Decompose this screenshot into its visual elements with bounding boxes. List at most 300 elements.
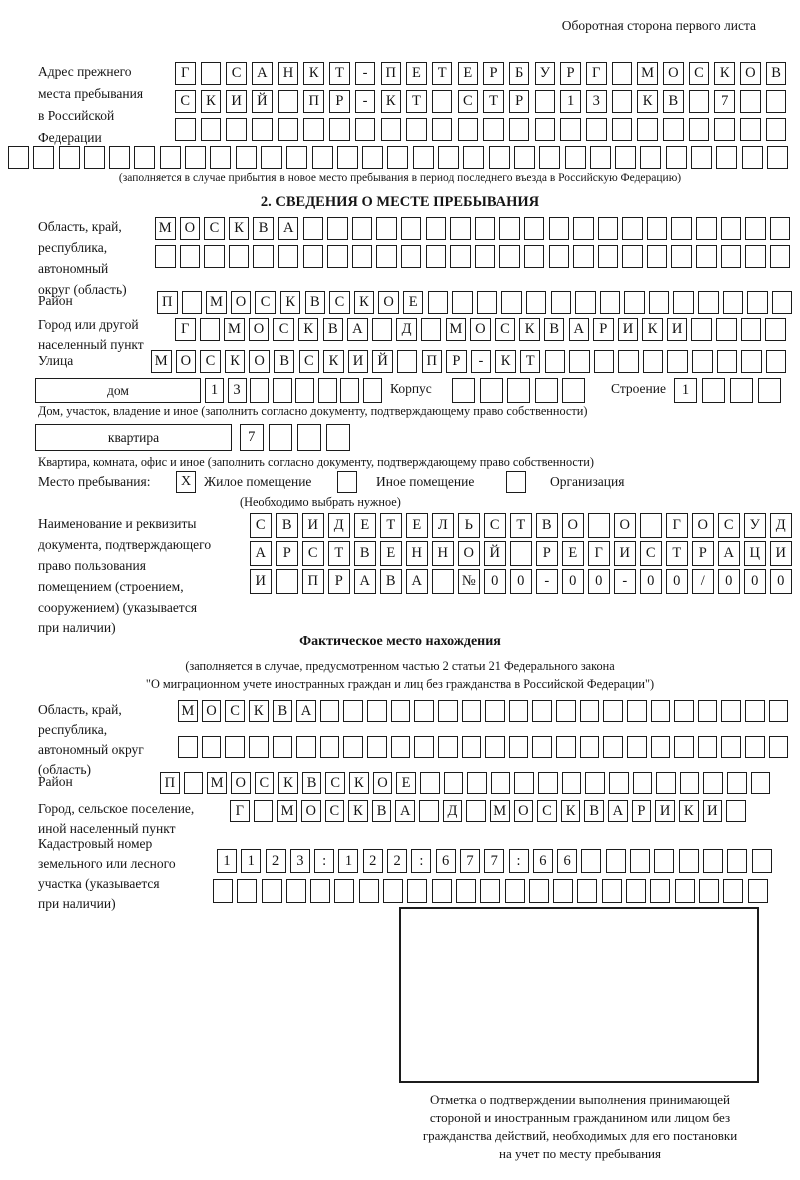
char-cell[interactable] xyxy=(698,700,718,722)
char-cell[interactable]: П xyxy=(381,62,402,85)
char-cell[interactable] xyxy=(680,772,700,794)
char-cell[interactable]: С xyxy=(225,700,245,722)
prev-address-row-2[interactable] xyxy=(175,90,792,113)
char-cell[interactable]: У xyxy=(535,62,556,85)
char-cell[interactable] xyxy=(269,424,293,451)
char-cell[interactable] xyxy=(667,350,688,373)
char-cell[interactable] xyxy=(210,146,231,169)
char-cell[interactable]: Т xyxy=(510,513,532,538)
char-cell[interactable] xyxy=(406,118,427,141)
char-cell[interactable] xyxy=(276,569,298,594)
char-cell[interactable]: К xyxy=(519,318,540,341)
char-cell[interactable] xyxy=(637,118,658,141)
char-cell[interactable]: Т xyxy=(406,90,427,113)
char-cell[interactable]: С xyxy=(484,513,506,538)
char-cell[interactable] xyxy=(278,118,299,141)
char-cell[interactable] xyxy=(560,118,581,141)
char-cell[interactable] xyxy=(491,772,511,794)
char-cell[interactable]: И xyxy=(614,541,636,566)
char-cell[interactable]: 0 xyxy=(666,569,688,594)
char-cell[interactable]: К xyxy=(201,90,222,113)
char-cell[interactable] xyxy=(303,245,324,268)
char-cell[interactable]: 7 xyxy=(714,90,735,113)
char-cell[interactable]: С xyxy=(689,62,710,85)
char-cell[interactable] xyxy=(229,245,250,268)
char-cell[interactable]: С xyxy=(226,62,247,85)
char-cell[interactable] xyxy=(727,772,747,794)
char-cell[interactable]: Е xyxy=(396,772,416,794)
char-cell[interactable]: Р xyxy=(276,541,298,566)
char-cell[interactable] xyxy=(538,772,558,794)
char-cell[interactable] xyxy=(562,378,585,403)
char-cell[interactable] xyxy=(514,772,534,794)
char-cell[interactable]: В xyxy=(305,291,326,314)
char-cell[interactable] xyxy=(726,800,746,822)
char-cell[interactable]: 0 xyxy=(510,569,532,594)
char-cell[interactable]: П xyxy=(160,772,180,794)
char-cell[interactable] xyxy=(254,800,274,822)
char-cell[interactable]: Т xyxy=(520,350,541,373)
char-cell[interactable] xyxy=(747,291,768,314)
char-cell[interactable] xyxy=(535,118,556,141)
char-cell[interactable] xyxy=(456,879,476,903)
char-cell[interactable]: 0 xyxy=(588,569,610,594)
char-cell[interactable]: И xyxy=(703,800,723,822)
char-cell[interactable] xyxy=(507,378,530,403)
char-cell[interactable] xyxy=(201,118,222,141)
char-cell[interactable]: Р xyxy=(483,62,504,85)
prev-address-row-3[interactable] xyxy=(175,118,792,141)
char-cell[interactable] xyxy=(770,245,791,268)
char-cell[interactable] xyxy=(59,146,80,169)
char-cell[interactable] xyxy=(343,700,363,722)
char-cell[interactable]: - xyxy=(355,62,376,85)
char-cell[interactable]: О xyxy=(249,350,270,373)
char-cell[interactable]: К xyxy=(714,62,735,85)
char-cell[interactable] xyxy=(565,146,586,169)
char-cell[interactable] xyxy=(691,318,712,341)
char-cell[interactable]: Р xyxy=(536,541,558,566)
char-cell[interactable]: С xyxy=(458,90,479,113)
char-cell[interactable]: В xyxy=(323,318,344,341)
char-cell[interactable] xyxy=(553,879,573,903)
char-cell[interactable] xyxy=(656,772,676,794)
char-cell[interactable] xyxy=(751,772,771,794)
char-cell[interactable]: О xyxy=(740,62,761,85)
char-cell[interactable] xyxy=(671,217,692,240)
char-cell[interactable]: Е xyxy=(380,541,402,566)
cadastral-row-2[interactable] xyxy=(213,879,772,903)
char-cell[interactable]: М xyxy=(207,772,227,794)
char-cell[interactable] xyxy=(184,772,204,794)
char-cell[interactable]: С xyxy=(255,772,275,794)
char-cell[interactable]: М xyxy=(151,350,172,373)
char-cell[interactable] xyxy=(549,217,570,240)
char-cell[interactable] xyxy=(8,146,29,169)
char-cell[interactable] xyxy=(397,350,418,373)
char-cell[interactable] xyxy=(337,146,358,169)
char-cell[interactable] xyxy=(489,146,510,169)
char-cell[interactable]: С xyxy=(495,318,516,341)
char-cell[interactable]: О xyxy=(231,291,252,314)
char-cell[interactable] xyxy=(226,118,247,141)
char-cell[interactable] xyxy=(372,318,393,341)
char-cell[interactable]: 3 xyxy=(228,378,247,403)
char-cell[interactable] xyxy=(428,291,449,314)
char-cell[interactable]: Е xyxy=(403,291,424,314)
char-cell[interactable] xyxy=(310,879,330,903)
char-cell[interactable]: К xyxy=(229,217,250,240)
document-row-2[interactable] xyxy=(250,541,796,566)
char-cell[interactable] xyxy=(252,118,273,141)
char-cell[interactable] xyxy=(651,736,671,758)
char-cell[interactable] xyxy=(466,800,486,822)
char-cell[interactable] xyxy=(524,217,545,240)
char-cell[interactable]: И xyxy=(250,569,272,594)
char-cell[interactable]: 2 xyxy=(266,849,286,873)
char-cell[interactable] xyxy=(376,245,397,268)
char-cell[interactable] xyxy=(237,879,257,903)
char-cell[interactable] xyxy=(745,217,766,240)
char-cell[interactable] xyxy=(702,378,725,403)
char-cell[interactable] xyxy=(278,90,299,113)
char-cell[interactable]: А xyxy=(395,800,415,822)
char-cell[interactable] xyxy=(650,879,670,903)
char-cell[interactable] xyxy=(475,245,496,268)
char-cell[interactable] xyxy=(627,700,647,722)
char-cell[interactable]: 6 xyxy=(436,849,456,873)
char-cell[interactable] xyxy=(766,90,787,113)
char-cell[interactable]: 0 xyxy=(770,569,792,594)
char-cell[interactable] xyxy=(401,245,422,268)
char-cell[interactable] xyxy=(462,700,482,722)
char-cell[interactable]: С xyxy=(255,291,276,314)
char-cell[interactable]: Е xyxy=(406,513,428,538)
char-cell[interactable] xyxy=(485,736,505,758)
char-cell[interactable] xyxy=(185,146,206,169)
char-cell[interactable]: Р xyxy=(593,318,614,341)
char-cell[interactable]: П xyxy=(422,350,443,373)
char-cell[interactable] xyxy=(696,245,717,268)
char-cell[interactable] xyxy=(609,772,629,794)
char-cell[interactable] xyxy=(532,700,552,722)
char-cell[interactable] xyxy=(740,118,761,141)
char-cell[interactable]: Е xyxy=(458,62,479,85)
char-cell[interactable] xyxy=(717,350,738,373)
char-cell[interactable]: М xyxy=(277,800,297,822)
char-cell[interactable] xyxy=(745,700,765,722)
char-cell[interactable] xyxy=(575,291,596,314)
char-cell[interactable] xyxy=(627,736,647,758)
char-cell[interactable]: Ц xyxy=(744,541,766,566)
char-cell[interactable]: Й xyxy=(372,350,393,373)
char-cell[interactable]: / xyxy=(692,569,714,594)
char-cell[interactable]: И xyxy=(655,800,675,822)
char-cell[interactable] xyxy=(286,146,307,169)
char-cell[interactable]: П xyxy=(303,90,324,113)
char-cell[interactable] xyxy=(618,350,639,373)
prev-address-row-4[interactable] xyxy=(8,146,792,169)
char-cell[interactable] xyxy=(250,378,269,403)
char-cell[interactable] xyxy=(200,318,221,341)
char-cell[interactable]: С xyxy=(537,800,557,822)
char-cell[interactable] xyxy=(602,879,622,903)
char-cell[interactable] xyxy=(501,291,522,314)
char-cell[interactable]: П xyxy=(302,569,324,594)
char-cell[interactable]: К xyxy=(298,318,319,341)
apartment-row[interactable] xyxy=(240,424,355,451)
char-cell[interactable] xyxy=(649,291,670,314)
char-cell[interactable]: Е xyxy=(562,541,584,566)
char-cell[interactable]: О xyxy=(301,800,321,822)
char-cell[interactable]: Т xyxy=(380,513,402,538)
char-cell[interactable]: М xyxy=(155,217,176,240)
char-cell[interactable] xyxy=(381,118,402,141)
char-cell[interactable] xyxy=(699,879,719,903)
char-cell[interactable] xyxy=(758,378,781,403)
char-cell[interactable] xyxy=(748,879,768,903)
char-cell[interactable] xyxy=(689,118,710,141)
char-cell[interactable] xyxy=(581,849,601,873)
char-cell[interactable]: О xyxy=(663,62,684,85)
char-cell[interactable] xyxy=(432,118,453,141)
char-cell[interactable] xyxy=(741,350,762,373)
char-cell[interactable]: В xyxy=(766,62,787,85)
checkbox-other-premises[interactable] xyxy=(337,471,357,493)
char-cell[interactable]: № xyxy=(458,569,480,594)
char-cell[interactable] xyxy=(654,849,674,873)
char-cell[interactable] xyxy=(376,217,397,240)
char-cell[interactable] xyxy=(109,146,130,169)
char-cell[interactable]: А xyxy=(347,318,368,341)
char-cell[interactable] xyxy=(663,118,684,141)
char-cell[interactable] xyxy=(155,245,176,268)
char-cell[interactable] xyxy=(367,700,387,722)
char-cell[interactable]: Т xyxy=(328,541,350,566)
char-cell[interactable] xyxy=(671,245,692,268)
char-cell[interactable]: С xyxy=(273,318,294,341)
checkbox-organization[interactable] xyxy=(506,471,526,493)
char-cell[interactable]: Р xyxy=(509,90,530,113)
char-cell[interactable] xyxy=(742,146,763,169)
char-cell[interactable] xyxy=(175,118,196,141)
char-cell[interactable] xyxy=(600,291,621,314)
char-cell[interactable] xyxy=(689,90,710,113)
char-cell[interactable]: О xyxy=(514,800,534,822)
actual-district-row[interactable] xyxy=(160,772,774,794)
char-cell[interactable]: И xyxy=(770,541,792,566)
char-cell[interactable]: - xyxy=(614,569,636,594)
char-cell[interactable] xyxy=(318,378,337,403)
char-cell[interactable] xyxy=(640,513,662,538)
char-cell[interactable]: : xyxy=(509,849,529,873)
char-cell[interactable]: В xyxy=(536,513,558,538)
char-cell[interactable]: И xyxy=(348,350,369,373)
char-cell[interactable]: К xyxy=(225,350,246,373)
char-cell[interactable] xyxy=(312,146,333,169)
char-cell[interactable] xyxy=(420,772,440,794)
char-cell[interactable]: А xyxy=(296,700,316,722)
char-cell[interactable] xyxy=(562,772,582,794)
char-cell[interactable] xyxy=(414,736,434,758)
char-cell[interactable]: 7 xyxy=(484,849,504,873)
char-cell[interactable]: К xyxy=(637,90,658,113)
char-cell[interactable]: К xyxy=(249,700,269,722)
char-cell[interactable] xyxy=(588,513,610,538)
char-cell[interactable]: О xyxy=(692,513,714,538)
char-cell[interactable] xyxy=(201,62,222,85)
char-cell[interactable] xyxy=(573,217,594,240)
char-cell[interactable] xyxy=(505,879,525,903)
char-cell[interactable] xyxy=(340,378,359,403)
char-cell[interactable]: А xyxy=(252,62,273,85)
char-cell[interactable]: Е xyxy=(406,62,427,85)
char-cell[interactable] xyxy=(577,879,597,903)
document-row-3[interactable] xyxy=(250,569,796,594)
char-cell[interactable] xyxy=(765,318,786,341)
char-cell[interactable] xyxy=(352,217,373,240)
char-cell[interactable] xyxy=(612,118,633,141)
char-cell[interactable] xyxy=(721,245,742,268)
char-cell[interactable] xyxy=(509,736,529,758)
char-cell[interactable]: 0 xyxy=(484,569,506,594)
char-cell[interactable]: К xyxy=(381,90,402,113)
char-cell[interactable] xyxy=(452,291,473,314)
char-cell[interactable]: О xyxy=(378,291,399,314)
char-cell[interactable] xyxy=(413,146,434,169)
char-cell[interactable]: К xyxy=(349,772,369,794)
char-cell[interactable]: А xyxy=(718,541,740,566)
char-cell[interactable] xyxy=(182,291,203,314)
char-cell[interactable]: В xyxy=(354,541,376,566)
char-cell[interactable] xyxy=(367,736,387,758)
char-cell[interactable]: 3 xyxy=(290,849,310,873)
char-cell[interactable] xyxy=(647,217,668,240)
char-cell[interactable]: С xyxy=(302,541,324,566)
char-cell[interactable] xyxy=(509,700,529,722)
char-cell[interactable] xyxy=(622,245,643,268)
char-cell[interactable] xyxy=(253,245,274,268)
char-cell[interactable] xyxy=(450,217,471,240)
char-cell[interactable]: Е xyxy=(354,513,376,538)
char-cell[interactable] xyxy=(160,146,181,169)
char-cell[interactable]: А xyxy=(608,800,628,822)
char-cell[interactable] xyxy=(730,378,753,403)
char-cell[interactable] xyxy=(499,217,520,240)
actual-region-row-1[interactable] xyxy=(178,700,792,722)
char-cell[interactable]: О xyxy=(373,772,393,794)
char-cell[interactable]: М xyxy=(637,62,658,85)
char-cell[interactable]: М xyxy=(178,700,198,722)
char-cell[interactable] xyxy=(691,146,712,169)
char-cell[interactable] xyxy=(475,217,496,240)
char-cell[interactable] xyxy=(401,217,422,240)
char-cell[interactable] xyxy=(696,217,717,240)
char-cell[interactable] xyxy=(452,378,475,403)
char-cell[interactable] xyxy=(432,90,453,113)
char-cell[interactable] xyxy=(438,700,458,722)
char-cell[interactable]: Р xyxy=(692,541,714,566)
char-cell[interactable]: 0 xyxy=(744,569,766,594)
char-cell[interactable] xyxy=(426,217,447,240)
char-cell[interactable] xyxy=(261,146,282,169)
char-cell[interactable]: В xyxy=(584,800,604,822)
char-cell[interactable] xyxy=(585,772,605,794)
char-cell[interactable]: 1 xyxy=(241,849,261,873)
char-cell[interactable]: Г xyxy=(666,513,688,538)
char-cell[interactable] xyxy=(741,318,762,341)
char-cell[interactable]: В xyxy=(380,569,402,594)
char-cell[interactable] xyxy=(524,245,545,268)
char-cell[interactable] xyxy=(499,245,520,268)
char-cell[interactable] xyxy=(477,291,498,314)
char-cell[interactable] xyxy=(573,245,594,268)
char-cell[interactable]: Р xyxy=(328,569,350,594)
char-cell[interactable] xyxy=(303,118,324,141)
char-cell[interactable] xyxy=(463,146,484,169)
char-cell[interactable] xyxy=(510,541,532,566)
char-cell[interactable]: О xyxy=(231,772,251,794)
char-cell[interactable]: - xyxy=(471,350,492,373)
char-cell[interactable] xyxy=(438,736,458,758)
char-cell[interactable]: Т xyxy=(483,90,504,113)
char-cell[interactable] xyxy=(679,849,699,873)
char-cell[interactable] xyxy=(640,146,661,169)
char-cell[interactable] xyxy=(262,879,282,903)
char-cell[interactable] xyxy=(273,736,293,758)
char-cell[interactable] xyxy=(529,879,549,903)
char-cell[interactable]: О xyxy=(202,700,222,722)
char-cell[interactable]: С xyxy=(640,541,662,566)
char-cell[interactable] xyxy=(674,736,694,758)
char-cell[interactable]: 1 xyxy=(674,378,697,403)
document-row-1[interactable] xyxy=(250,513,796,538)
char-cell[interactable]: С xyxy=(325,772,345,794)
char-cell[interactable]: В xyxy=(302,772,322,794)
char-cell[interactable]: А xyxy=(406,569,428,594)
char-cell[interactable]: Г xyxy=(230,800,250,822)
char-cell[interactable]: 7 xyxy=(240,424,264,451)
char-cell[interactable]: 0 xyxy=(640,569,662,594)
char-cell[interactable] xyxy=(721,700,741,722)
char-cell[interactable]: С xyxy=(204,217,225,240)
char-cell[interactable] xyxy=(651,700,671,722)
char-cell[interactable] xyxy=(698,291,719,314)
char-cell[interactable]: О xyxy=(562,513,584,538)
char-cell[interactable] xyxy=(692,350,713,373)
char-cell[interactable] xyxy=(426,245,447,268)
char-cell[interactable] xyxy=(387,146,408,169)
char-cell[interactable]: 3 xyxy=(586,90,607,113)
char-cell[interactable] xyxy=(407,879,427,903)
char-cell[interactable]: В xyxy=(276,513,298,538)
char-cell[interactable]: Н xyxy=(406,541,428,566)
char-cell[interactable]: 7 xyxy=(460,849,480,873)
char-cell[interactable]: 1 xyxy=(560,90,581,113)
char-cell[interactable]: С xyxy=(718,513,740,538)
char-cell[interactable] xyxy=(633,772,653,794)
char-cell[interactable]: С xyxy=(329,291,350,314)
char-cell[interactable]: Г xyxy=(586,62,607,85)
char-cell[interactable]: К xyxy=(303,62,324,85)
region-row-2[interactable] xyxy=(155,245,794,268)
checkbox-living-quarters[interactable]: X xyxy=(176,471,196,493)
char-cell[interactable] xyxy=(391,700,411,722)
char-cell[interactable] xyxy=(549,245,570,268)
house-number-row[interactable] xyxy=(205,378,385,403)
char-cell[interactable]: 1 xyxy=(217,849,237,873)
char-cell[interactable]: 1 xyxy=(338,849,358,873)
